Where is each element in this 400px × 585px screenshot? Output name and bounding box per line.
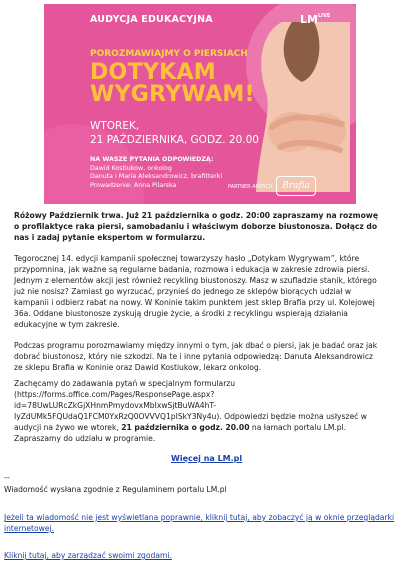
paragraph-invite: Zachęcamy do zadawania pytań w specjalnym formularzu (https://forms.office.com/Pages/ResponsePage.aspx?id=78UwLURcZkGjXHnmPmydovxMbIxwSjtBuWA4hT-IyZdUMk5FQUdaQ1FCM0YxRzQ0OVVVQ1pISkY3Ny4u). Odpowiedzi będzie można usłyszeć w audycji na żywo we wtorek, 21 października o godz. 20.00 na łamach portalu LM.pl. Zapraszamy do udziału w programie. (14, 379, 367, 443)
signature-separator: -- (4, 473, 10, 482)
woman-portrait-image (252, 22, 350, 192)
banner-partner-label: PARTNER AUDYCJI: (228, 184, 274, 190)
view-in-browser-link[interactable]: Jeżeli ta wiadomość nie jest wyświetlana poprawnie, kliknij tutaj, aby zobaczyć ją w oknie przeglądarki internetowej. (4, 513, 395, 533)
banner-title: DOTYKAM WYGRYWAM! (90, 60, 255, 107)
banner-date-time: 21 PAŹDZIERNIKA, GODZ. 20.00 (90, 134, 259, 146)
footer-notice: Wiadomość wysłana zgodnie z Regulaminem portalu LM.pl (4, 485, 227, 494)
campaign-banner[interactable] (44, 4, 356, 204)
paragraph-program: Podczas programu porozmawiamy między innymi o tym, jak dbać o piersi, jak je badać oraz jak dobrać biustonosz, który nie szkodzi. Na te i inne pytania odpowiedzą: Danuta Aleksandrowicz ze sklepu Brafia w Koninie oraz Dawid Kostiukow, lekarz onkolog. (14, 341, 378, 372)
manage-consents-link[interactable]: Kliknij tutaj, aby zarządzać swoimi zgodami. (4, 551, 172, 560)
banner-date-day: WTOREK, (90, 120, 140, 132)
banner-experts: NA WASZE PYTANIA ODPOWIEDZĄ: Dawid Kostiukow, onkolog Danuta i Maria Aleksandrowicz, brafitterki Prowadzenie: Anna Pilarska (90, 156, 223, 189)
banner-subtitle: POROZMAWIAJMY O PIERSIACH (90, 49, 248, 59)
brafia-logo: Brafia (276, 176, 316, 196)
paragraph-campaign: Tegorocznej 14. edycji kampanii społecznej towarzyszy hasło „Dotykam Wygrywam”, które przypomnina, jak ważne są regularne badania, rozmowa i edukacja w zakresie zdrowia piersi. Jednym z elementów akcji jest również recykling biustonoszy. Masz w szufladzie stanik, którego już nie nosisz? Zamiast go wyrzucać, przynieś do jednego ze sklepów biorących udział w kampanii i odbierz rabat na nowy. W Koninie takim punktem jest sklep Brafia przy ul. Kolejowej 36a. Oddane biustonosze zyskują drugie życie, a środki z recyklingu wspierają działania edukacyjne w tym zakresie. (14, 254, 377, 329)
more-link[interactable]: Więcej na LM.pl (171, 454, 243, 463)
lm-live-logo: $LM^{LIVE}$ (300, 13, 331, 26)
banner-header: AUDYCJA EDUKACYJNA (90, 14, 213, 25)
lead-paragraph: Różowy Październik trwa. Już 21 października o godz. 20:00 zapraszamy na rozmowę o profilaktyce raka piersi, samobadaniu i właściwym doborze biustonosza. Dołącz do nas i zadaj pytanie ekspertom w formularzu. (14, 211, 378, 242)
